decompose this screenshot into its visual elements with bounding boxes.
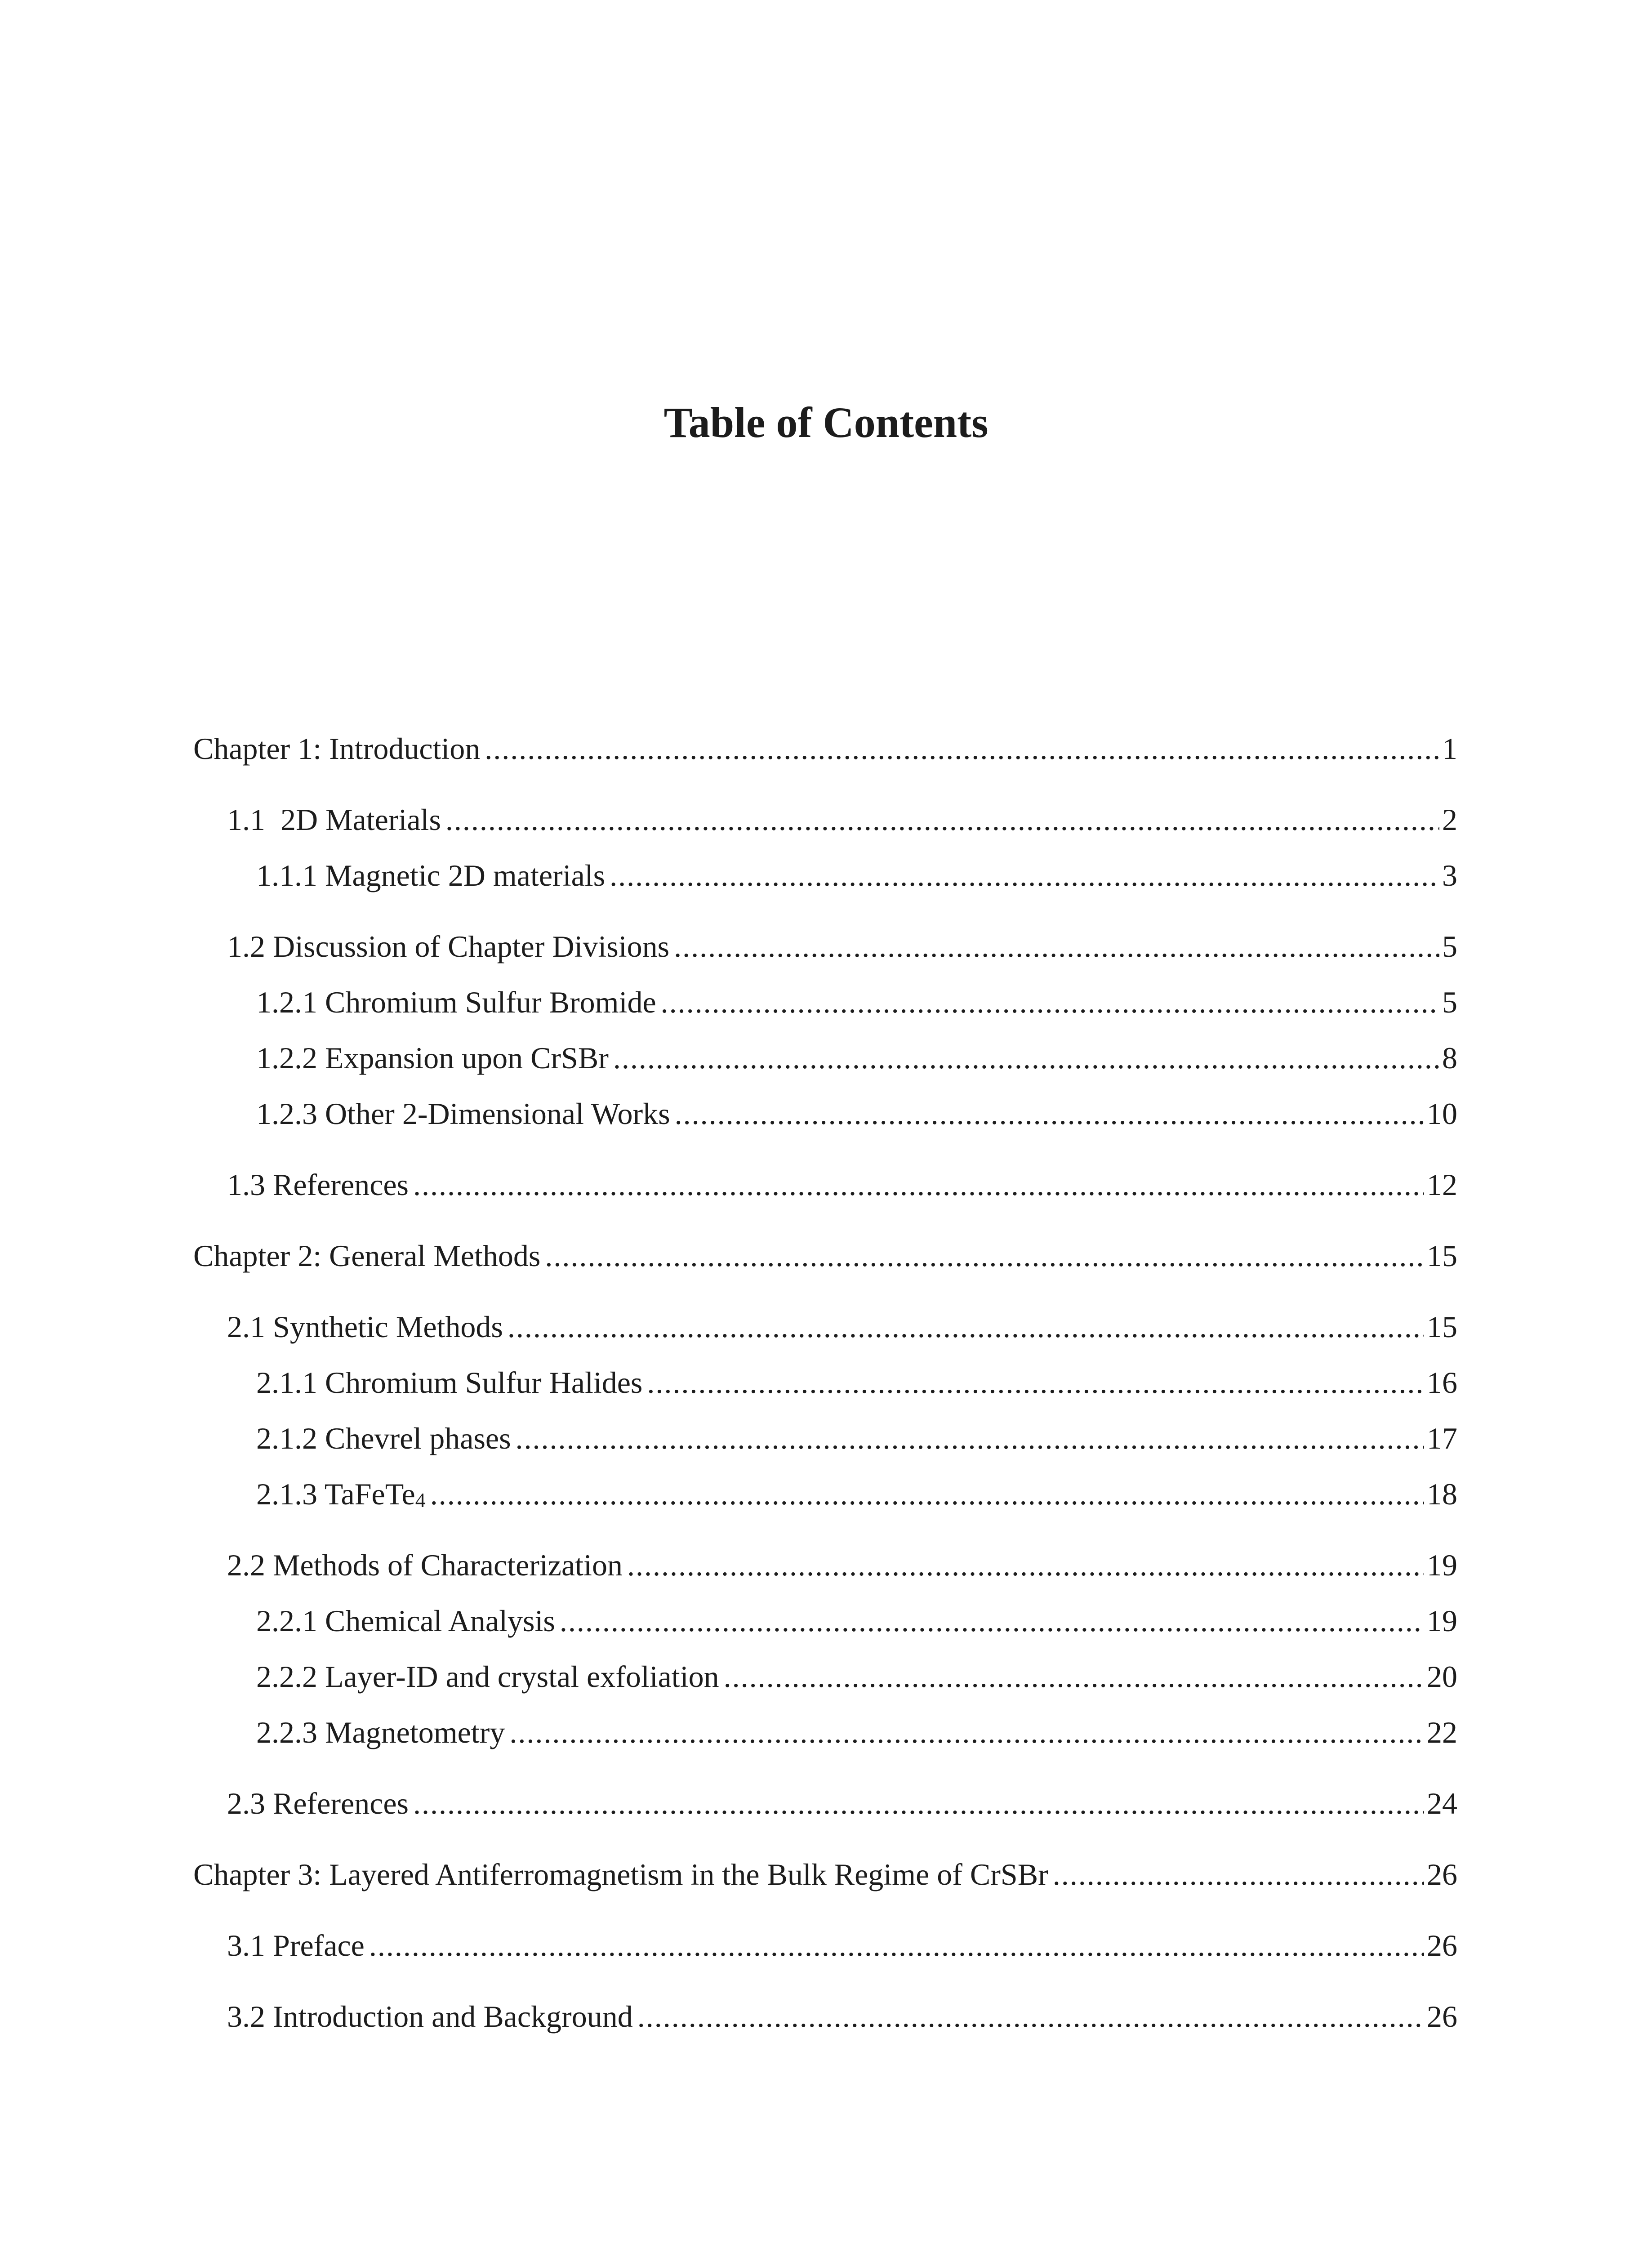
- dot-leader: [445, 799, 1439, 840]
- toc-entry-label: 1.2.2 Expansion upon CrSBr: [256, 1041, 609, 1075]
- dot-leader: [661, 982, 1439, 1022]
- toc-entry-2-1: [227, 1307, 1457, 1347]
- dot-leader: [1053, 1854, 1424, 1895]
- dot-leader: [560, 1601, 1424, 1641]
- toc-entry-2-1-2: [256, 1418, 1457, 1459]
- subscript: 4: [415, 1489, 426, 1512]
- toc-entry-3-1: [227, 1925, 1457, 1966]
- toc-entry-label: 2.2.3 Magnetometry: [256, 1715, 505, 1749]
- dot-leader: [413, 1164, 1424, 1205]
- toc-entry-label: 1.1 2D Materials: [227, 803, 441, 837]
- toc-entry-page: 19: [1427, 1604, 1457, 1638]
- toc-entry-2-2-1: [256, 1601, 1457, 1641]
- toc-entry-label-text: 2.1.3 TaFeTe: [256, 1477, 415, 1511]
- dot-leader: [613, 1038, 1439, 1078]
- toc-entry-page: 22: [1427, 1715, 1457, 1749]
- toc-entry-page: 2: [1442, 803, 1457, 837]
- toc-entry-page: 24: [1427, 1786, 1457, 1820]
- toc-entry-page: 3: [1442, 858, 1457, 892]
- dot-leader: [508, 1307, 1424, 1347]
- toc-entry-2-2-2: [256, 1656, 1457, 1697]
- toc-entry-1-2-2: [256, 1038, 1457, 1078]
- toc-entry-label: 1.1.1 Magnetic 2D materials: [256, 858, 606, 892]
- dot-leader: [413, 1783, 1424, 1824]
- dot-leader: [485, 728, 1439, 769]
- toc-entry-page: 15: [1427, 1239, 1457, 1273]
- dot-leader: [647, 1362, 1424, 1403]
- toc-entry-label: 1.2.3 Other 2-Dimensional Works: [256, 1097, 670, 1131]
- toc-entry-1-3: [227, 1164, 1457, 1205]
- toc-entry-chapter-2: [193, 1236, 1457, 1276]
- toc-entry-label: 1.3 References: [227, 1168, 409, 1202]
- toc-entry-label: 2.2.1 Chemical Analysis: [256, 1604, 555, 1638]
- toc-entry-2-1-1: [256, 1362, 1457, 1403]
- toc-entry-page: 5: [1442, 985, 1457, 1019]
- toc-entry-page: 26: [1427, 1857, 1457, 1891]
- toc-entry-label: 3.1 Preface: [227, 1928, 365, 1963]
- toc-entry-page: 19: [1427, 1548, 1457, 1582]
- toc-entry-3-2: [227, 1996, 1457, 2037]
- dot-leader: [610, 855, 1439, 896]
- toc-entry-chapter-1: [193, 728, 1457, 769]
- dot-leader: [627, 1545, 1424, 1585]
- toc-entry-page: 17: [1427, 1421, 1457, 1455]
- dot-leader: [637, 1996, 1424, 2037]
- dot-leader: [516, 1418, 1424, 1459]
- toc-entry-page: 15: [1427, 1310, 1457, 1344]
- toc-entry-1-2: [227, 926, 1457, 967]
- dot-leader: [545, 1236, 1424, 1276]
- dot-leader: [509, 1712, 1424, 1753]
- toc-entry-label: 2.1.2 Chevrel phases: [256, 1421, 511, 1455]
- toc-entry-page: 1: [1442, 731, 1457, 766]
- toc-entry-2-1-3: [256, 1474, 1457, 1518]
- toc-entry-1-1: [227, 799, 1457, 840]
- toc-entry-page: 10: [1427, 1097, 1457, 1131]
- toc-entry-page: 5: [1442, 929, 1457, 963]
- dot-leader: [369, 1925, 1424, 1966]
- dot-leader: [724, 1656, 1424, 1697]
- toc-entry-label: 1.2 Discussion of Chapter Divisions: [227, 929, 670, 963]
- toc-entry-page: 26: [1427, 1999, 1457, 2034]
- dot-leader: [675, 1093, 1424, 1134]
- toc-entry-chapter-3: [193, 1854, 1457, 1895]
- toc-entry-label: [256, 1474, 426, 1518]
- toc-entry-label: 3.2 Introduction and Background: [227, 1999, 633, 2034]
- toc-entry-1-2-3: [256, 1093, 1457, 1134]
- dot-leader: [430, 1474, 1424, 1514]
- toc-entry-label: Chapter 2: General Methods: [193, 1239, 541, 1273]
- toc-entry-page: 12: [1427, 1168, 1457, 1202]
- toc-entry-2-2-3: [256, 1712, 1457, 1753]
- toc-entry-2-2: [227, 1545, 1457, 1585]
- toc-entry-label: 2.3 References: [227, 1786, 409, 1820]
- toc-entry-page: 26: [1427, 1928, 1457, 1963]
- toc-entry-label: 2.2.2 Layer-ID and crystal exfoliation: [256, 1659, 719, 1694]
- toc-entry-label: 2.1 Synthetic Methods: [227, 1310, 503, 1344]
- toc-entry-2-3: [227, 1783, 1457, 1824]
- page-title: Table of Contents: [663, 398, 989, 446]
- dot-leader: [674, 926, 1439, 967]
- toc-entry-label: 1.2.1 Chromium Sulfur Bromide: [256, 985, 656, 1019]
- toc-entry-1-1-1: [256, 855, 1457, 896]
- toc-entry-label: 2.2 Methods of Characterization: [227, 1548, 623, 1582]
- toc-entry-label: 2.1.1 Chromium Sulfur Halides: [256, 1365, 643, 1400]
- toc-entry-page: 18: [1427, 1477, 1457, 1511]
- toc-entry-1-2-1: [256, 982, 1457, 1022]
- toc-entry-page: 16: [1427, 1365, 1457, 1400]
- toc-entry-label: Chapter 1: Introduction: [193, 731, 481, 766]
- toc-entry-page: 8: [1442, 1041, 1457, 1075]
- toc-entry-label: Chapter 3: Layered Antiferromagnetism in the Bulk Regime of CrSBr: [193, 1857, 1048, 1891]
- table-of-contents: [193, 0, 1457, 2248]
- toc-entry-page: 20: [1427, 1659, 1457, 1694]
